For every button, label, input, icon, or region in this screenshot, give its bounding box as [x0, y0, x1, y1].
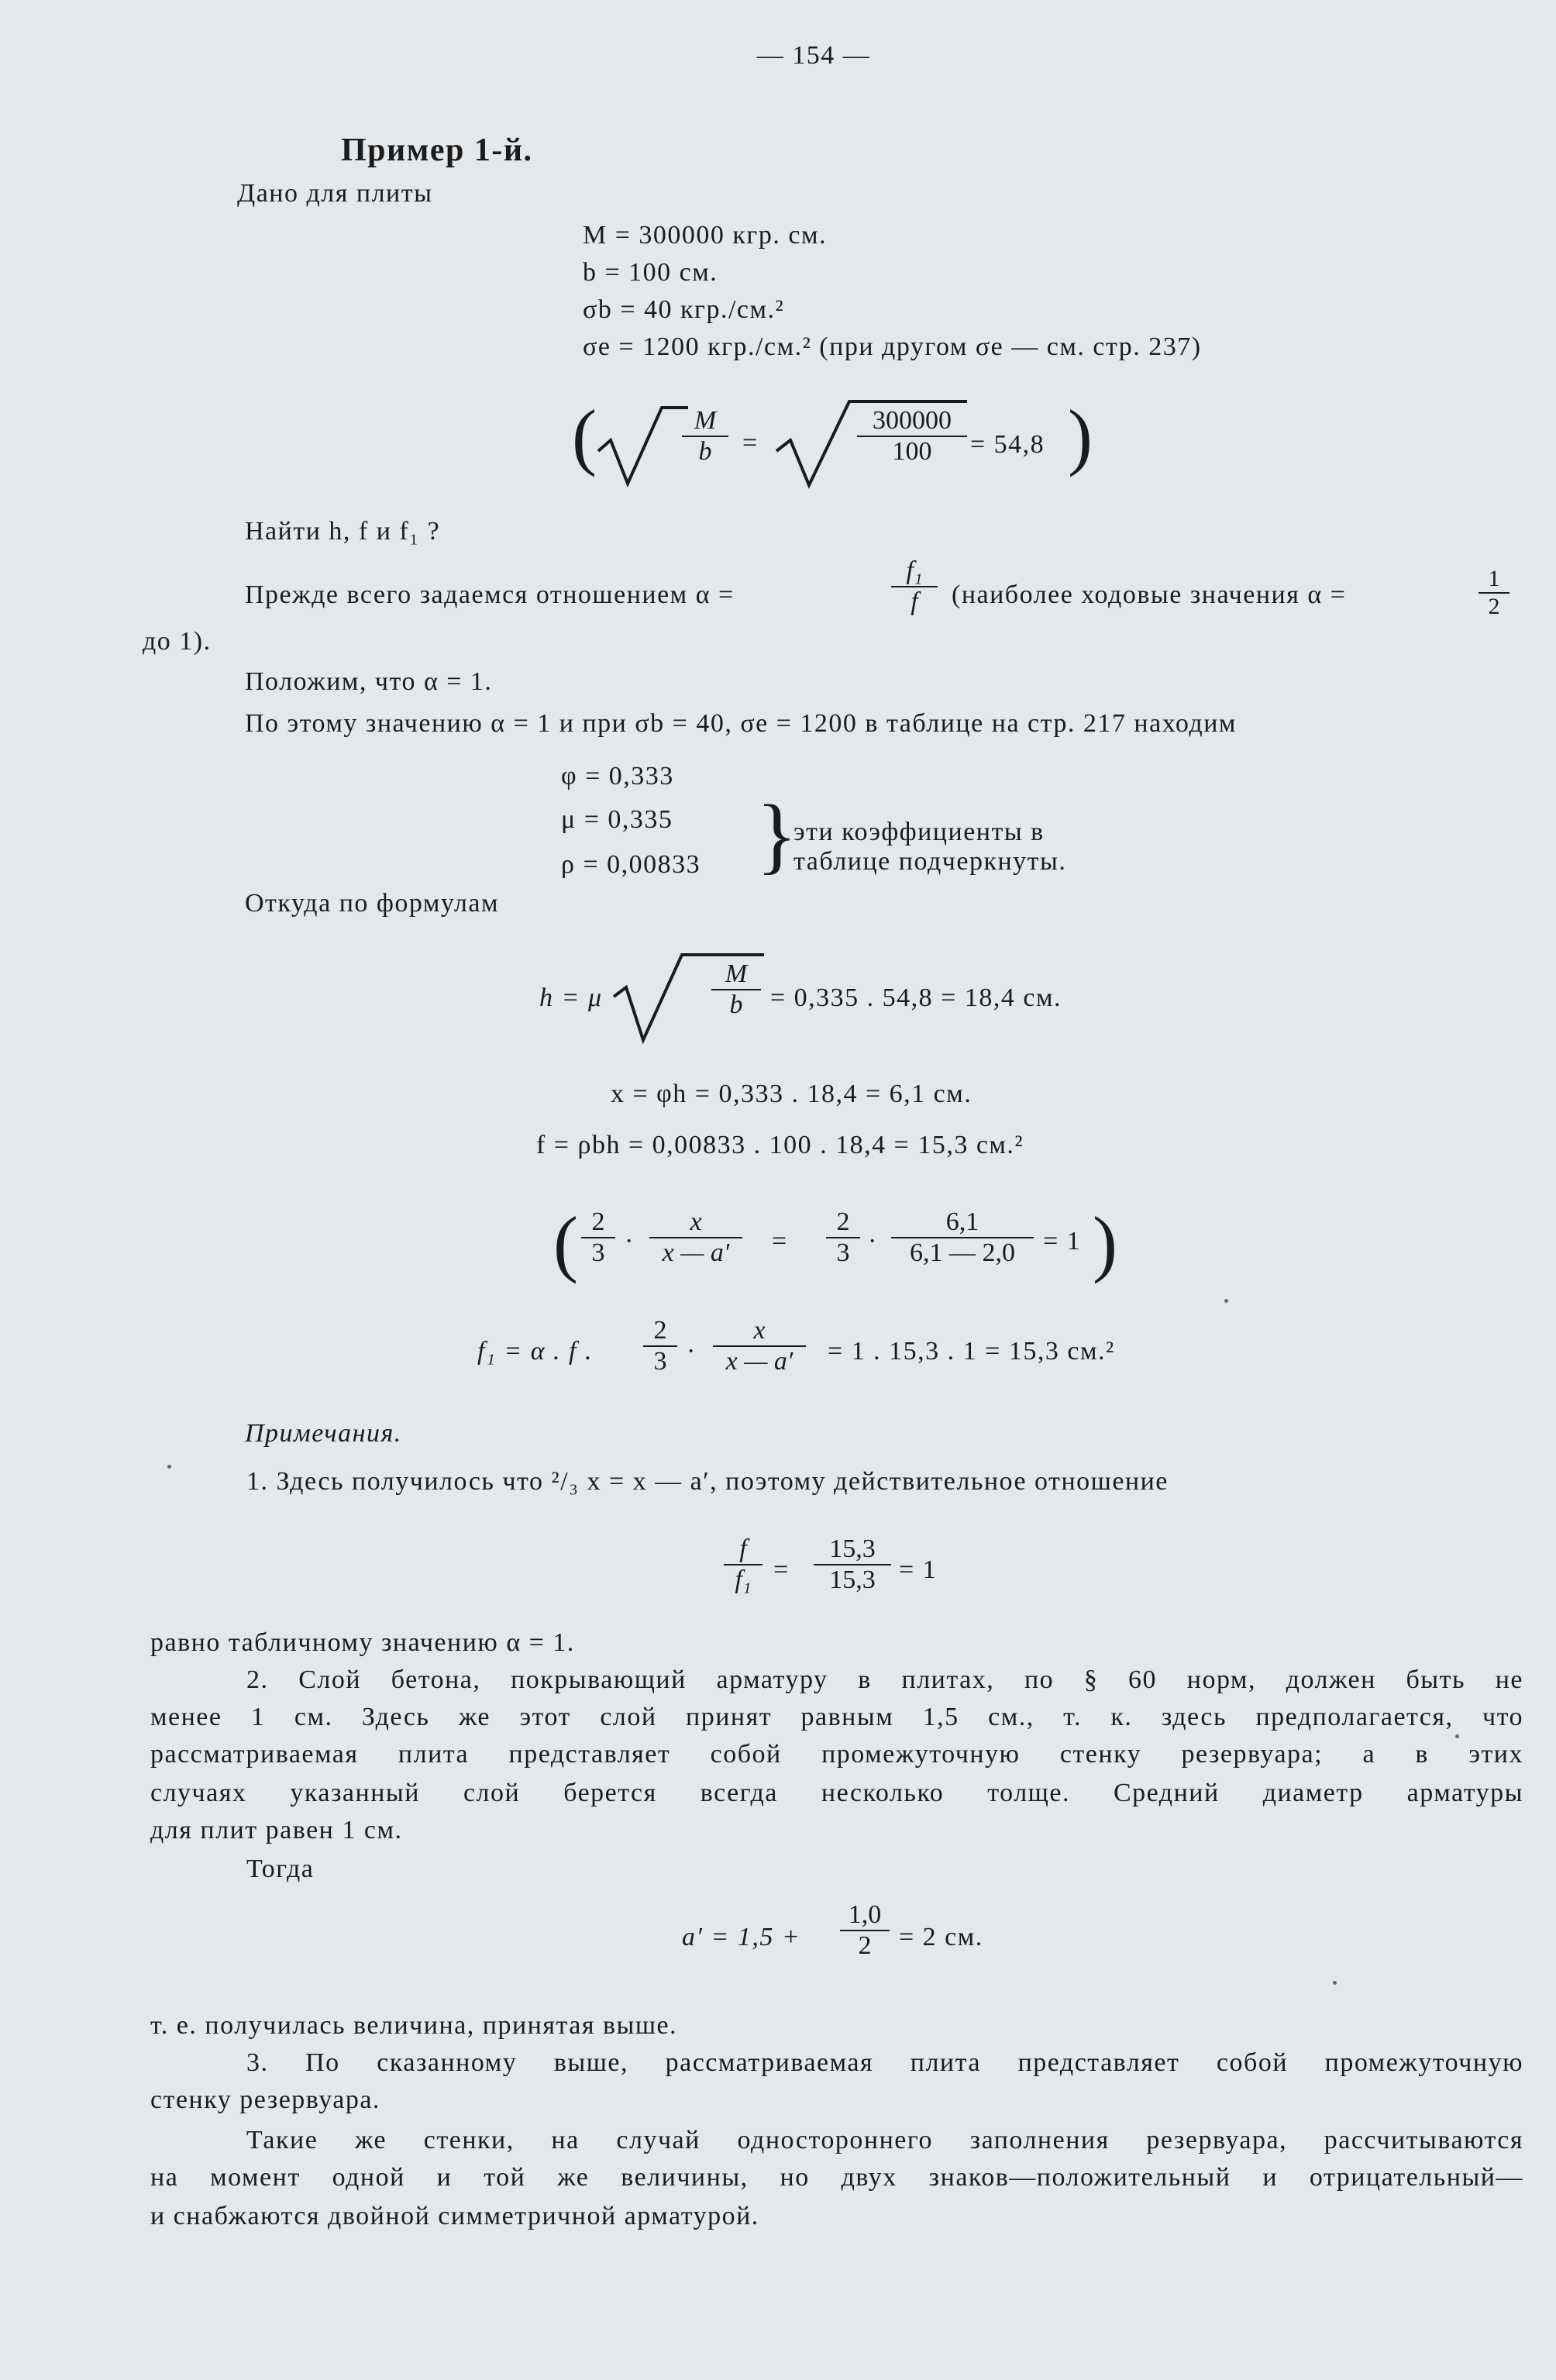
sqrt-sign: [597, 403, 690, 488]
formula-a-den: 2: [858, 1931, 872, 1960]
formula-x: x = φh = 0,333 . 18,4 = 6,1 см.: [611, 1080, 972, 1108]
check-d1: 3: [591, 1238, 605, 1267]
last-para-line-2: на момент одной и той же величины, но двух знаков—положительный и отрицательный—: [150, 2163, 1523, 2192]
note1-d1: f₁: [735, 1565, 752, 1594]
formula-a-num: 1,0: [840, 1900, 890, 1931]
check-n3: 2: [826, 1207, 860, 1238]
formula-h-num: M: [711, 959, 761, 990]
given-sigma-b: σb = 40 кгр./см.²: [583, 295, 785, 324]
root-check-den1: b: [698, 437, 712, 466]
coef-note-1: эти коэффициенты в: [793, 818, 1045, 846]
root-check-result: = 54,8: [970, 430, 1045, 459]
formula-f1-right: = 1 . 15,3 . 1 = 15,3 см.²: [828, 1337, 1115, 1366]
root-check-num2: 300000: [857, 406, 967, 437]
coef-note-2: таблице подчеркнуты.: [793, 847, 1067, 876]
ratio-den: f: [911, 587, 918, 616]
curly-brace: }: [756, 787, 797, 882]
f1-d1: 3: [653, 1347, 667, 1376]
formula-h-left: h = μ: [539, 983, 603, 1012]
f1-n1: 2: [643, 1316, 677, 1347]
ratio-tail: до 1).: [143, 627, 212, 656]
coef-rho: ρ = 0,00833: [561, 850, 701, 879]
note1-eq: = 1: [899, 1555, 938, 1584]
formula-f: f = ρbh = 0,00833 . 100 . 18,4 = 15,3 см.²: [536, 1131, 1024, 1159]
check-n2: x: [649, 1207, 742, 1238]
check-n1: 2: [581, 1207, 615, 1238]
formula-h-right: = 0,335 . 54,8 = 18,4 см.: [770, 983, 1062, 1012]
notes-title: Примечания.: [245, 1419, 402, 1448]
intro-text: Дано для плиты: [237, 179, 433, 208]
scan-speck: [1455, 1734, 1459, 1738]
example-heading: Пример 1-й.: [341, 133, 533, 168]
formula-f1-left: f₁ = α . f .: [477, 1337, 594, 1366]
ratio-line-left: Прежде всего задаемся отношением α =: [245, 580, 735, 609]
note1-n2: 15,3: [814, 1534, 891, 1565]
half-num: 1: [1479, 566, 1510, 594]
f1-d2: x — a′: [725, 1347, 793, 1376]
find-line: Найти h, f и f₁ ?: [245, 517, 441, 546]
table-ref-line: По этому значению α = 1 и при σb = 40, σe = 1200 в таблице на стр. 217 находим: [245, 709, 1237, 738]
ratio-num: f₁: [891, 556, 938, 587]
check-d4: 6,1 — 2,0: [910, 1238, 1015, 1267]
scan-speck: [1224, 1299, 1228, 1303]
book-page: — 154 — Пример 1-й. Дано для плиты M = 300000 кгр. см. b = 100 см. σb = 40 кгр./см.² σe = 1200 кгр./см.² (при другом σe — см. стр. 237) ( $\frac{M}{b}$ = $\frac{300000}{100}$ = 54,8 ) Найти h, f и f₁ ? Прежде всего задаемся отношением α = $\frac{\text{f₁}}{f}$ (наиболее ходовые значения α = $\frac{1}{2}$ до 1). Положим, что α = 1. По этому значению α = 1 и при σb = 40, σe = 1200 в таблице на стр. 217 находим φ = 0,333 μ = 0,335 ρ = 0,00833 } эти коэффициенты в таблице подчеркнуты. Откуда по формулам h = μ $\frac{M}{b}$ = 0,335 . 54,8 = 18,4 см. x = φh = 0,333 . 18,4 = 6,1 см. f = ρbh = 0,00833 . 100 . 18,4 = 15,3 см.² ( $\frac{2}{3}$ · $\frac{x}{x — a'}$ = $\frac{2}{3}$ · $\frac{6,1}{6,1 — 2,0}$ = 1 ) f₁ = α . f . $\frac{2}{3}$ · $\frac{x}{x — a'}$ = 1 . 15,3 . 1 = 15,3 см.² Примечания. 1. Здесь получилось что ²/₃ x = x — a′, поэтому действительное отношение $\frac{f}{\text{f₁}}$ = $\frac{15,3}{15,3}$ = 1 равно табличному значению α = 1. 2. Слой бетона, покрывающий арматуру в плитах, по § 60 норм, должен быть не менее 1 см. Здесь же этот слой принят равным 1,5 см., т. к. здесь предполагается, что рассматриваемая плита представляет собой промежуточную стенку резервуара; а в этих случаях указанный слой берется всегда несколько толще. Средний диаметр арматуры для плит равен 1 см. Тогда a′ = 1,5 + $\frac{1,0}{2}$ = 2 см. т. е. получилась величина, принятая выше. 3. По сказанному выше, рассматриваемая плита представляет собой промежуточную стенку резервуара. Такие же стенки, на случай одностороннего заполнения резервуара, рассчитываются на момент одной и той же величины, но двух знаков—положительный и отрицательный— и снабжаются двойной симметричной арматурой.: [0, 0, 1556, 2380]
note2-line-4: случаях указанный слой берется всегда несколько толще. Средний диаметр арматуры: [150, 1779, 1523, 1807]
check-n4: 6,1: [891, 1207, 1034, 1238]
note2-line-1: 2. Слой бетона, покрывающий арматуру в плитах, по § 60 норм, должен быть не: [246, 1665, 1523, 1694]
root-check-num1: M: [682, 406, 728, 437]
note1-d2: 15,3: [829, 1565, 876, 1594]
given-sigma-e: σe = 1200 кгр./см.² (при другом σe — см. стр. 237): [583, 332, 1202, 361]
scan-speck: [1333, 1981, 1337, 1985]
note1-n1: f: [724, 1534, 763, 1565]
page-number: — 154 —: [756, 41, 871, 70]
last-para-line-1: Такие же стенки, на случай одностороннего заполнения резервуара, рассчитываются: [246, 2126, 1523, 2154]
assume-line: Положим, что α = 1.: [245, 667, 493, 696]
given-width: b = 100 см.: [583, 258, 718, 287]
coef-phi: φ = 0,333: [561, 762, 674, 790]
formula-h-den: b: [729, 990, 743, 1019]
root-check-den2: 100: [892, 437, 932, 466]
f1-n2: x: [713, 1316, 806, 1347]
whence-line: Откуда по формулам: [245, 889, 500, 918]
check-d3: 3: [836, 1238, 850, 1267]
note3-line-1: 3. По сказанному выше, рассматриваемая плита представляет собой промежуточную: [246, 2048, 1523, 2077]
formula-a-right: = 2 см.: [899, 1923, 983, 1951]
scan-speck: [167, 1465, 171, 1469]
ratio-line-right: (наиболее ходовые значения α =: [952, 580, 1347, 609]
note1-text: 1. Здесь получилось что ²/₃ x = x — a′, поэтому действительное отношение: [246, 1467, 1169, 1496]
note2-line-3: рассматриваемая плита представляет собой промежуточную стенку резервуара; а в этих: [150, 1740, 1523, 1769]
note2-line-5: для плит равен 1 см.: [150, 1816, 403, 1844]
note2-end: т. е. получилась величина, принятая выше.: [150, 2011, 678, 2040]
given-moment: M = 300000 кгр. см.: [583, 221, 827, 250]
check-d2: x — a′: [662, 1238, 730, 1267]
check-eq: = 1: [1043, 1227, 1082, 1255]
coef-mu: μ = 0,335: [561, 805, 673, 834]
last-para-line-3: и снабжаются двойной симметричной арматурой.: [150, 2202, 759, 2230]
formula-a-left: a′ = 1,5 +: [682, 1923, 801, 1951]
note2-line-2: менее 1 см. Здесь же этот слой принят равным 1,5 см., т. к. здесь предполагается, что: [150, 1703, 1523, 1731]
half-den: 2: [1488, 594, 1500, 619]
then-line: Тогда: [246, 1855, 315, 1883]
note3-line-2: стенку резервуара.: [150, 2086, 380, 2114]
note1-end: равно табличному значению α = 1.: [150, 1628, 575, 1657]
